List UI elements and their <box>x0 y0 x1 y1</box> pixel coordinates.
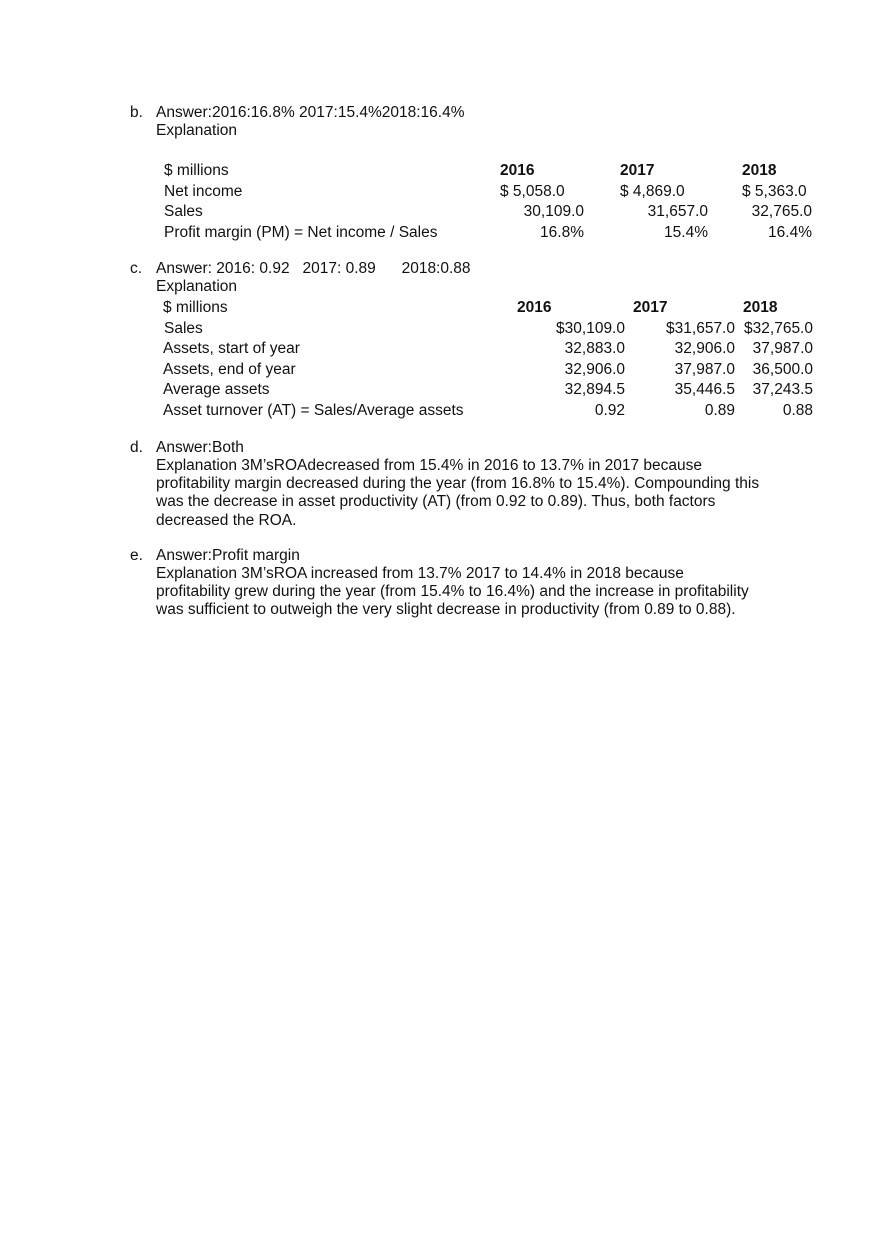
section-e-letter: e. <box>130 547 143 564</box>
section-e-answer: Answer:Profit margin <box>156 547 300 564</box>
header-2016: 2016 <box>500 162 535 180</box>
table-row <box>163 401 813 422</box>
row-label: Assets, end of year <box>163 360 296 378</box>
cell-value: $ 4,869.0 <box>620 182 685 200</box>
section-d-answer: Answer:Both <box>156 439 244 456</box>
header-2017: 2017 <box>633 299 668 317</box>
row-label: Asset turnover (AT) = Sales/Average assets <box>163 401 464 419</box>
header-2017: 2017 <box>620 162 655 180</box>
section-b-explanation-label: Explanation <box>156 122 238 139</box>
cell-value: 35,446.5 <box>674 381 735 399</box>
cell-value: 36,500.0 <box>752 360 813 378</box>
section-d-letter: d. <box>130 439 143 456</box>
cell-value: 16.8% <box>540 223 584 241</box>
cell-value: 32,765.0 <box>751 203 812 221</box>
row-label: Average assets <box>163 381 270 399</box>
explanation-line: decreased the ROA. <box>156 511 297 529</box>
section-d-explanation <box>156 457 786 530</box>
header-2018: 2018 <box>743 299 778 317</box>
explanation-line: Explanation 3M’sROAdecreased from 15.4% in 2016 to 13.7% in 2017 because <box>156 457 703 474</box>
explanation-line: profitability grew during the year (from 15.4% to 16.4%) and the increase in profitability <box>156 583 749 601</box>
header-millions: $ millions <box>164 162 229 180</box>
explanation-line: was sufficient to outweigh the very slight decrease in productivity (from 0.89 to 0.88). <box>156 601 736 619</box>
cell-value: 32,894.5 <box>564 381 625 399</box>
row-label: Profit margin (PM) = Net income / Sales <box>164 223 438 241</box>
cell-value: 30,109.0 <box>523 203 584 221</box>
section-b-answer: Answer:2016:16.8% 2017:15.4%2018:16.4% <box>156 104 465 121</box>
cell-value: $30,109.0 <box>556 319 625 337</box>
table-row <box>164 202 812 223</box>
table-row <box>163 360 813 381</box>
cell-value: 32,906.0 <box>674 340 735 358</box>
section-c-explanation-label: Explanation <box>156 278 238 295</box>
section-b-letter: b. <box>130 104 143 121</box>
cell-value: 37,987.0 <box>752 340 813 358</box>
table-row <box>163 380 813 401</box>
cell-value: 16.4% <box>768 223 812 241</box>
cell-value: 32,883.0 <box>564 340 625 358</box>
cell-value: $ 5,363.0 <box>742 182 807 200</box>
cell-value: 31,657.0 <box>647 203 708 221</box>
table-row <box>164 182 812 203</box>
explanation-line: was the decrease in asset productivity (AT) (from 0.92 to 0.89). Thus, both factors <box>156 493 716 511</box>
section-c-answer: Answer: 2016: 0.92 2017: 0.89 2018:0.88 <box>156 260 471 277</box>
cell-value: 0.92 <box>594 401 625 419</box>
profit-margin-table <box>164 161 812 243</box>
cell-value: 0.88 <box>782 401 813 419</box>
header-2016: 2016 <box>517 299 552 317</box>
cell-value: 37,987.0 <box>674 360 735 378</box>
cell-value: 0.89 <box>704 401 735 419</box>
section-c-letter: c. <box>130 260 143 277</box>
cell-value: 15.4% <box>664 223 708 241</box>
table-row <box>163 319 813 340</box>
row-label: Sales <box>164 319 203 337</box>
explanation-line: profitability margin decreased during the year (from 16.8% to 15.4%). Compounding this <box>156 475 760 493</box>
table-row <box>164 223 812 244</box>
row-label: Sales <box>164 203 203 221</box>
cell-value: 32,906.0 <box>564 360 625 378</box>
cell-value: 37,243.5 <box>752 381 813 399</box>
cell-value: $31,657.0 <box>666 319 735 337</box>
cell-value: $32,765.0 <box>744 319 813 337</box>
row-label: Assets, start of year <box>163 340 300 358</box>
header-millions: $ millions <box>163 299 228 317</box>
asset-turnover-table <box>163 298 813 421</box>
section-e-explanation <box>156 565 786 620</box>
row-label: Net income <box>164 182 243 200</box>
table-header-row <box>164 161 812 182</box>
header-2018: 2018 <box>742 162 777 180</box>
table-header-row <box>163 298 813 319</box>
table-row <box>163 339 813 360</box>
explanation-line: Explanation 3M’sROA increased from 13.7% 2017 to 14.4% in 2018 because <box>156 565 684 582</box>
cell-value: $ 5,058.0 <box>500 182 565 200</box>
